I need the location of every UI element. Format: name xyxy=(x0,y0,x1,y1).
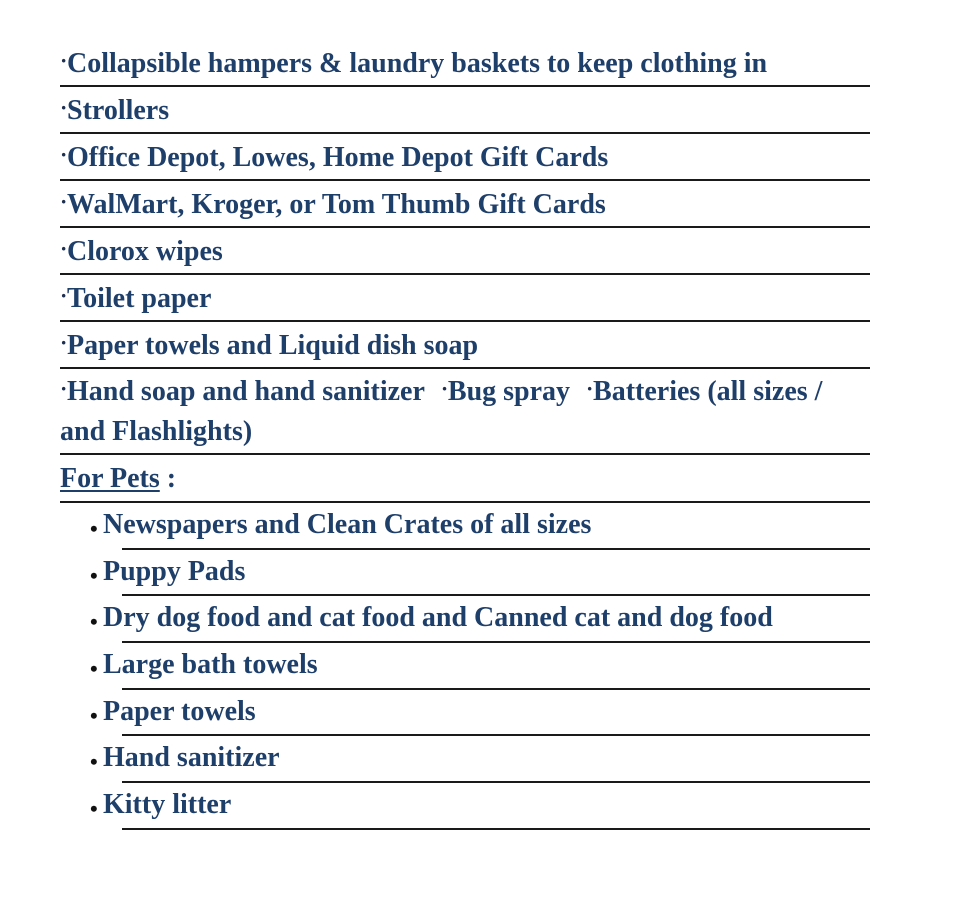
item-text: Dry dog food and cat food and Canned cat and dog food xyxy=(103,602,773,634)
item-text: Strollers xyxy=(67,95,170,126)
list-item-hampers xyxy=(60,40,870,87)
bullet-dot: · xyxy=(586,376,594,401)
list-item-hardware-gift-cards xyxy=(60,134,870,181)
bullet-dot: · xyxy=(60,189,68,214)
bullet-dot: • xyxy=(90,749,98,775)
pets-section-heading xyxy=(60,457,870,503)
item-text: Collapsible hampers & laundry baskets to keep clothing in xyxy=(67,48,768,79)
pet-item-pet-food xyxy=(60,596,870,643)
pet-item-puppy-pads xyxy=(60,550,870,597)
bullet-dot: · xyxy=(60,330,68,355)
item-text-hand-soap: Hand soap and hand sanitizer xyxy=(67,376,425,407)
item-text-bug-spray: Bug spray xyxy=(447,376,571,407)
bullet-dot: • xyxy=(90,609,98,635)
bullet-dot: · xyxy=(60,48,68,73)
item-text: WalMart, Kroger, or Tom Thumb Gift Cards xyxy=(67,189,606,220)
bullet-dot: · xyxy=(60,95,68,120)
list-item-combined-supplies xyxy=(60,369,870,455)
item-text: Paper towels xyxy=(103,695,256,727)
bullet-dot: · xyxy=(440,376,449,401)
bullet-dot: • xyxy=(90,702,98,728)
pets-heading-colon: : xyxy=(159,463,177,494)
item-text: Clorox wipes xyxy=(67,236,223,267)
item-text: Newspapers and Clean Crates of all sizes xyxy=(103,509,592,540)
bullet-dot: · xyxy=(60,376,68,401)
item-text: Toilet paper xyxy=(67,283,212,314)
list-item-toilet-paper xyxy=(60,275,870,322)
item-text: Kitty litter xyxy=(103,789,232,821)
pets-list xyxy=(60,503,870,830)
item-text-batteries: Batteries (all sizes / and Flashlights) xyxy=(60,376,823,447)
bullet-dot: • xyxy=(90,562,98,588)
item-text: Paper towels and Liquid dish soap xyxy=(67,330,479,361)
pet-item-bath-towels xyxy=(60,643,870,690)
bullet-dot: • xyxy=(90,796,98,822)
bullet-dot: · xyxy=(60,236,68,261)
list-item-clorox-wipes xyxy=(60,228,870,275)
list-item-paper-towels-dish-soap xyxy=(60,322,870,369)
pets-heading-link[interactable]: For Pets xyxy=(60,463,160,494)
list-item-strollers xyxy=(60,87,870,134)
donation-list-document xyxy=(60,40,870,830)
item-text: Office Depot, Lowes, Home Depot Gift Cards xyxy=(67,142,609,173)
pet-item-kitty-litter xyxy=(60,783,870,830)
pet-item-paper-towels xyxy=(60,690,870,737)
bullet-dot: · xyxy=(60,283,68,308)
list-item-grocery-gift-cards xyxy=(60,181,870,228)
bullet-dot: · xyxy=(60,142,68,167)
item-text: Hand sanitizer xyxy=(103,742,280,774)
pet-item-hand-sanitizer xyxy=(60,736,870,783)
bullet-dot: • xyxy=(90,516,98,541)
item-text: Puppy Pads xyxy=(103,555,246,587)
item-text: Large bath towels xyxy=(103,649,318,681)
pet-item-newspapers-crates xyxy=(60,503,870,550)
bullet-dot: • xyxy=(90,656,98,682)
